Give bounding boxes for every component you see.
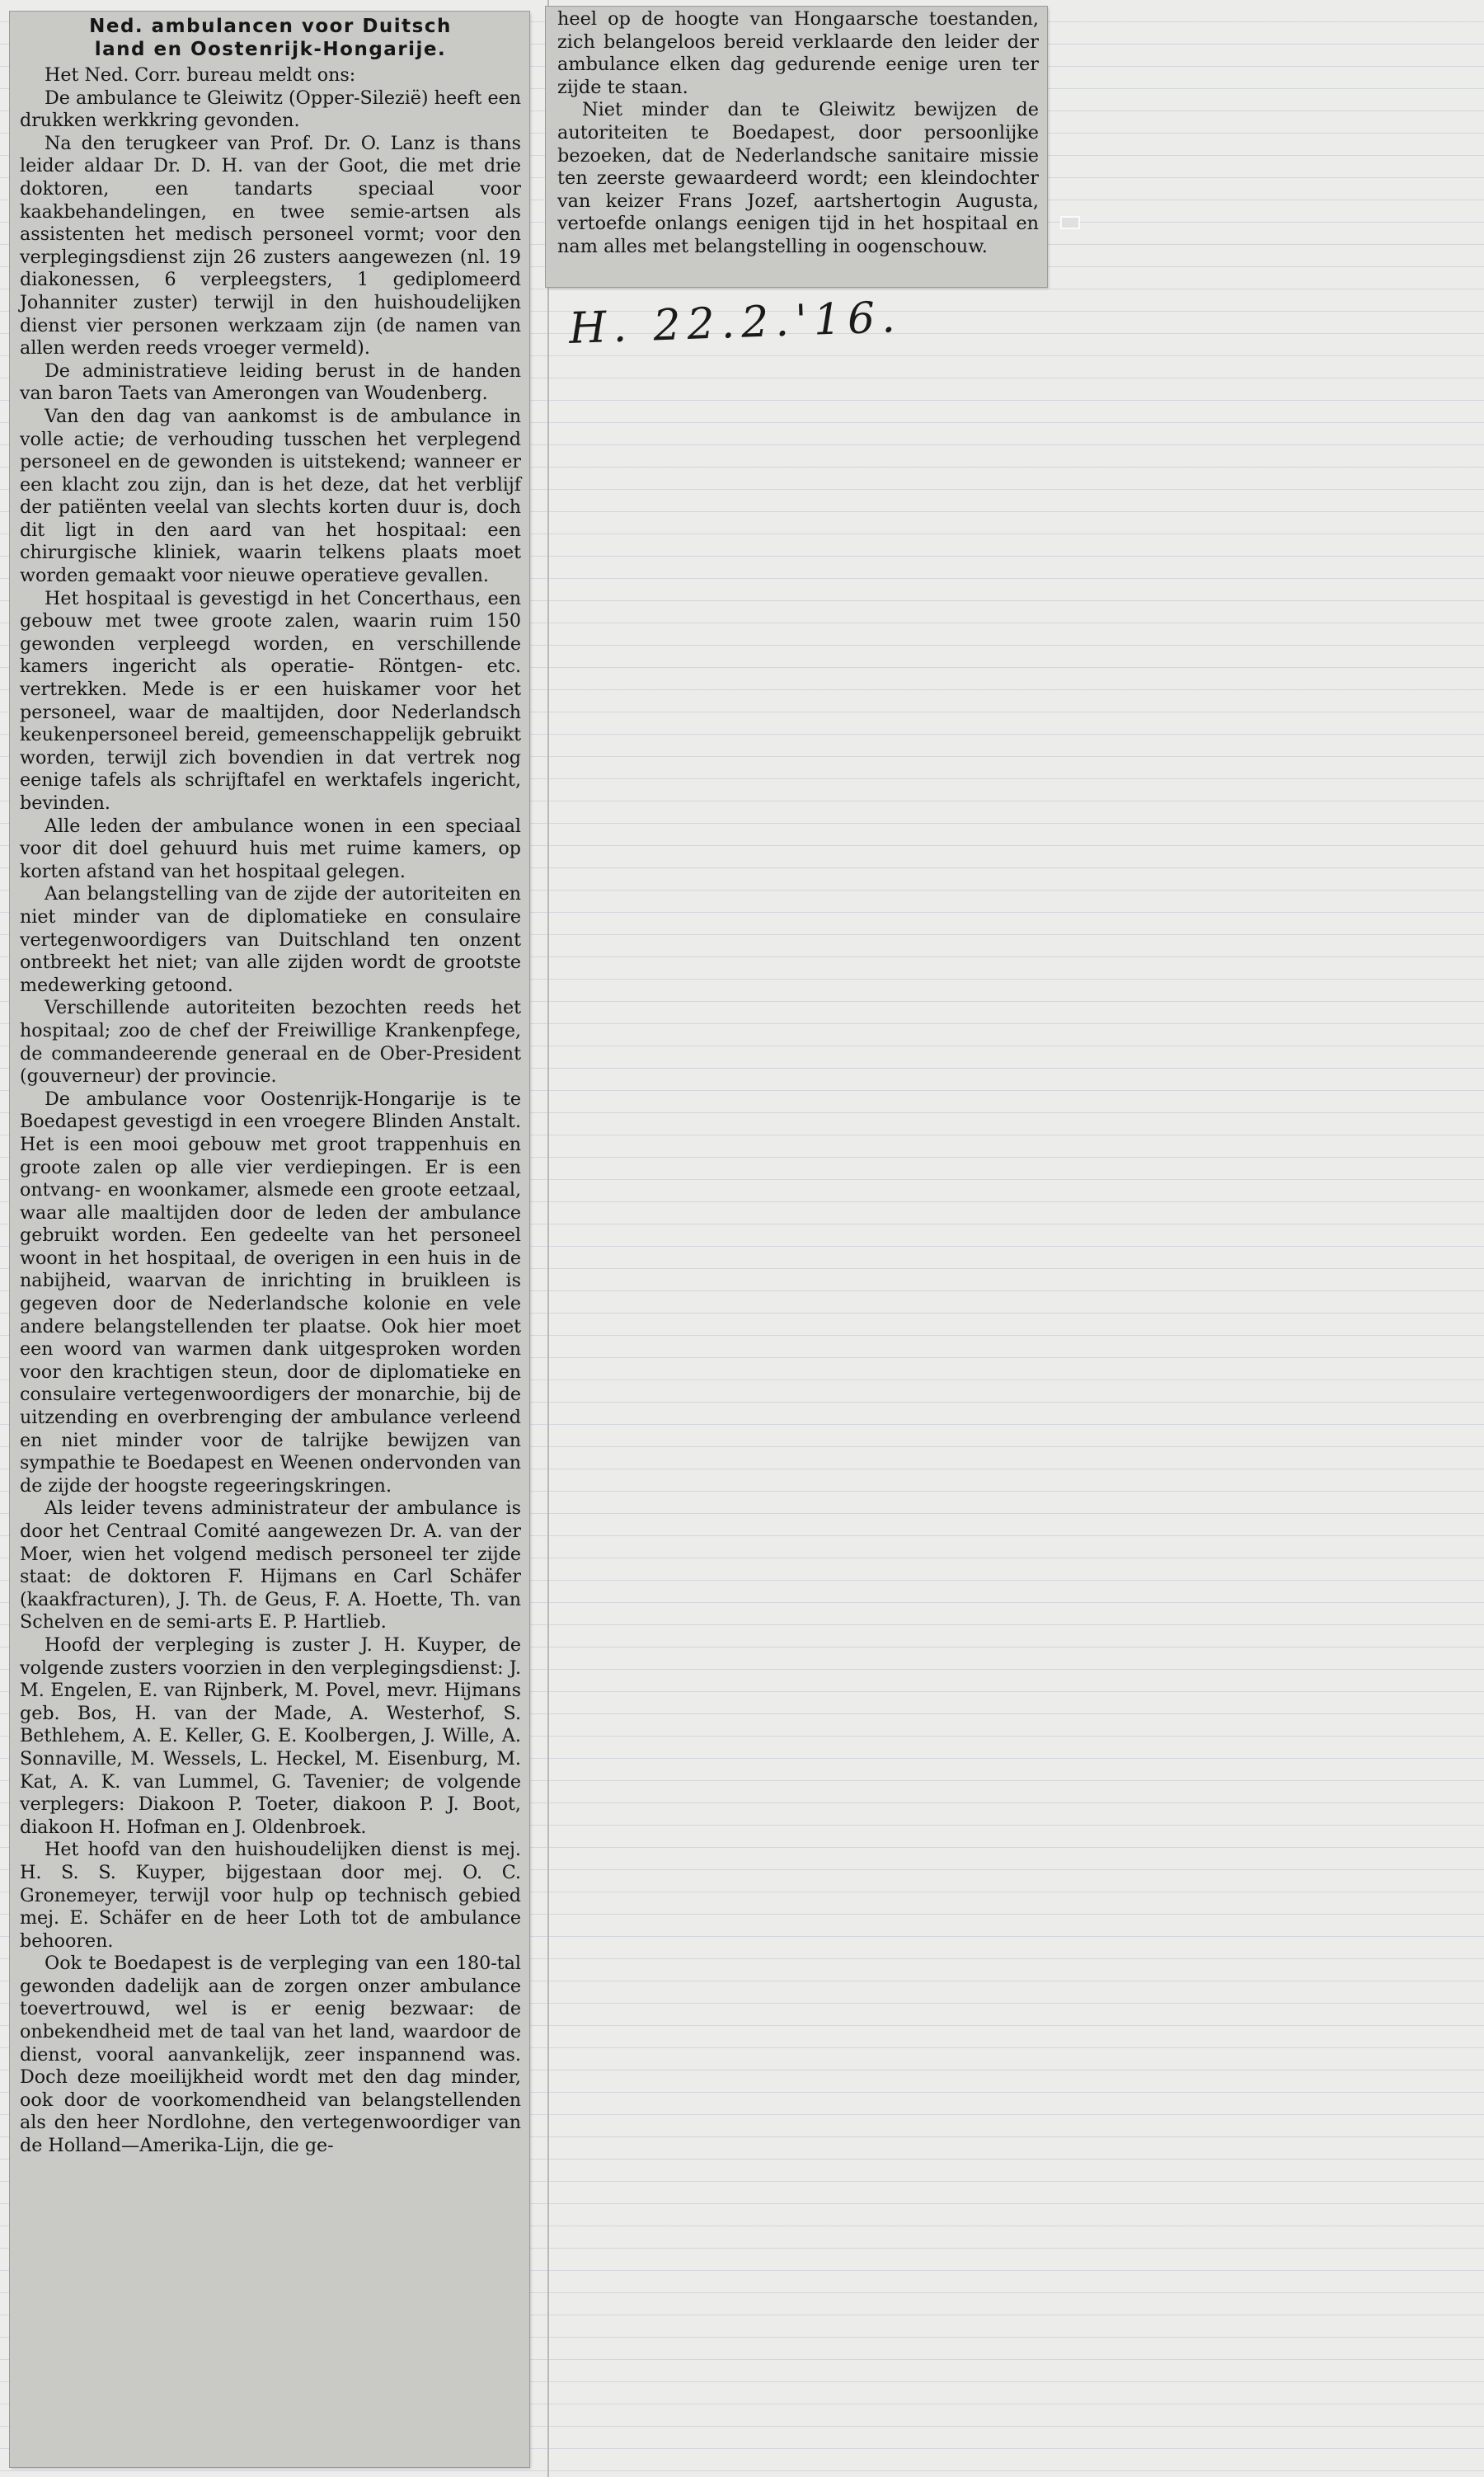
article-paragraph: De ambulance te Gleiwitz (Opper-Silezië) heeft een drukken werkkring gevonden. (20, 87, 521, 132)
paper-mark (1060, 216, 1080, 229)
article-paragraph: Alle leden der ambulance wonen in een speciaal voor dit doel gehuurd huis met ruime kamers, op korten afstand van het hospitaal gelegen. (20, 815, 521, 882)
article-paragraph: Van den dag van aankomst is de ambulance in volle actie; de verhouding tusschen het verplegend personeel en de gewonden is uitstekend; wanneer er een klacht zou zijn, dan is het deze, dat het verblijf der patiënten veelal van slechts korten duur is, doch dit ligt in den aard van het hospitaal: een chirurgische kliniek, waarin telkens plaats moet worden gemaakt voor nieuwe operatieve gevallen. (20, 405, 521, 587)
article-paragraph: Verschillende autoriteiten bezochten reeds het hospitaal; zoo de chef der Freiwillige Krankenpfege, de commandeerende generaal en de Ober-President (gouverneur) der provincie. (20, 997, 521, 1088)
article-paragraph: Ook te Boedapest is de verpleging van een 180-tal gewonden dadelijk aan de zorgen onzer ambulance toevertrouwd, wel is er eenig bezwaar: de onbekendheid met de taal van het land, waardoor de dienst, vooral aanvankelijk, zeer inspannend was. Doch deze moeilijkheid wordt met den dag minder, ook door de voorkomendheid van belangstellenden als den heer Nordlohne, den vertegenwoordiger van de Holland—Amerika-Lijn, die ge- (20, 1953, 521, 2157)
headline (20, 15, 521, 61)
article-paragraph: De ambulance voor Oostenrijk-Hongarije is te Boedapest gevestigd in een vroegere Blinden Anstalt. Het is een mooi gebouw met groot trappenhuis en groote zalen op alle vier verdiepingen. Er is een ontvang- en woonkamer, alsmede een groote eetzaal, waar alle maaltijden door de leden der ambulance gebruikt worden. Een gedeelte van het personeel woont in het hospitaal, de overigen in een huis in de nabijheid, waarvan de inrichting in bruikleen is gegeven door de Nederlandsche kolonie en vele andere belangstellenden ter plaatse. Ook hier moet een woord van warmen dank uitgesproken worden voor den krachtigen steun, door de diplomatieke en consulaire vertegenwoordigers der monarchie, bij de uitzending en overbrenging der ambulance verleend en niet minder voor de talrijke bewijzen van sympathie te Boedapest en Weenen ondervonden van de zijde der hoogste regeeringskringen. (20, 1088, 521, 1497)
article-paragraph: Het hoofd van den huishoudelijken dienst is mej. H. S. S. Kuyper, bijgestaan door mej. O. C. Gronemeyer, terwijl voor hulp op technisch gebied mej. E. Schäfer en de heer Loth tot de ambulance behooren. (20, 1839, 521, 1952)
headline-line-2: land en Oostenrijk-Hongarije. (94, 39, 447, 60)
handwritten-date-note: H. 22.2.'16. (568, 292, 903, 355)
continuation-paragraph: heel op de hoogte van Hongaarsche toestanden, zich belangeloos bereid verklaarde den leider der ambulance elken dag gedurende eenige uren ter zijde te staan. (557, 8, 1039, 98)
newspaper-clipping-continuation (546, 7, 1047, 287)
article-paragraph: Het hospitaal is gevestigd in het Concerthaus, een gebouw met twee groote zalen, waarin ruim 150 gewonden verpleegd worden, en verschillende kamers ingericht als operatie- Röntgen- etc. vertrekken. Mede is er een huiskamer voor het personeel, waar de maaltijden, door Nederlandsch keukenpersoneel bereid, gemeenschappelijk gebruikt worden, terwijl zich bovendien in dat vertrek nog eenige tafels als schrijftafel en werktafels ingericht, bevinden. (20, 587, 521, 814)
headline-line-1: Ned. ambulancen voor Duitsch (89, 16, 452, 37)
article-paragraph: Als leider tevens administrateur der ambulance is door het Centraal Comité aangewezen Dr. A. van der Moer, wien het volgend medisch personeel ter zijde staat: de doktoren F. Hijmans en Carl Schäfer (kaakfracturen), J. Th. de Geus, F. A. Hoette, Th. van Schelven en de semi-arts E. P. Hartlieb. (20, 1497, 521, 1633)
article-paragraph: Aan belangstelling van de zijde der autoriteiten en niet minder van de diplomatieke en consulaire vertegenwoordigers van Duitschland ten onzent ontbreekt het niet; van alle zijden wordt de grootste medewerking getoond. (20, 883, 521, 996)
margin-rule (547, 0, 549, 2477)
article-paragraph: Het Ned. Corr. bureau meldt ons: (45, 64, 356, 86)
newspaper-clipping-main (10, 12, 529, 2467)
article-paragraph: Na den terugkeer van Prof. Dr. O. Lanz is thans leider aldaar Dr. D. H. van der Goot, die met drie doktoren, een tandarts speciaal voor kaakbehandelingen, en twee semie-artsen als assistenten het medisch personeel vormt; voor den verplegingsdienst zijn 26 zusters aangewezen (nl. 19 diakonessen, 6 verpleegsters, 1 gediplomeerd Johanniter zuster) terwijl in den huishoudelijken dienst vier personen werkzaam zijn (de namen van allen werden reeds vroeger vermeld). (20, 132, 521, 360)
article-paragraph: Hoofd der verpleging is zuster J. H. Kuyper, de volgende zusters voorzien in den verplegingsdienst: J. M. Engelen, E. van Rijnberk, M. Povel, mevr. Hijmans geb. Bos, H. van der Made, A. Westerhof, S. Bethlehem, A. E. Keller, G. E. Koolbergen, J. Wille, A. Sonnaville, M. Wessels, L. Heckel, M. Eisenburg, M. Kat, A. K. van Lummel, G. Tavenier; de volgende verplegers: Diakoon P. Toeter, diakoon P. J. Boot, diakoon H. Hofman en J. Oldenbroek. (20, 1633, 521, 1838)
article-paragraph: De administratieve leiding berust in de handen van baron Taets van Amerongen van Woudenberg. (20, 360, 521, 405)
continuation-paragraph: Niet minder dan te Gleiwitz bewijzen de autoriteiten te Boedapest, door persoonlijke bezoeken, dat de Nederlandsche sanitaire missie ten zeerste gewaardeerd wordt; een kleindochter van keizer Frans Jozef, aartshertogin Augusta, vertoefde onlangs eenigen tijd in het hospitaal en nam alles met belangstelling in oogenschouw. (557, 99, 1039, 257)
